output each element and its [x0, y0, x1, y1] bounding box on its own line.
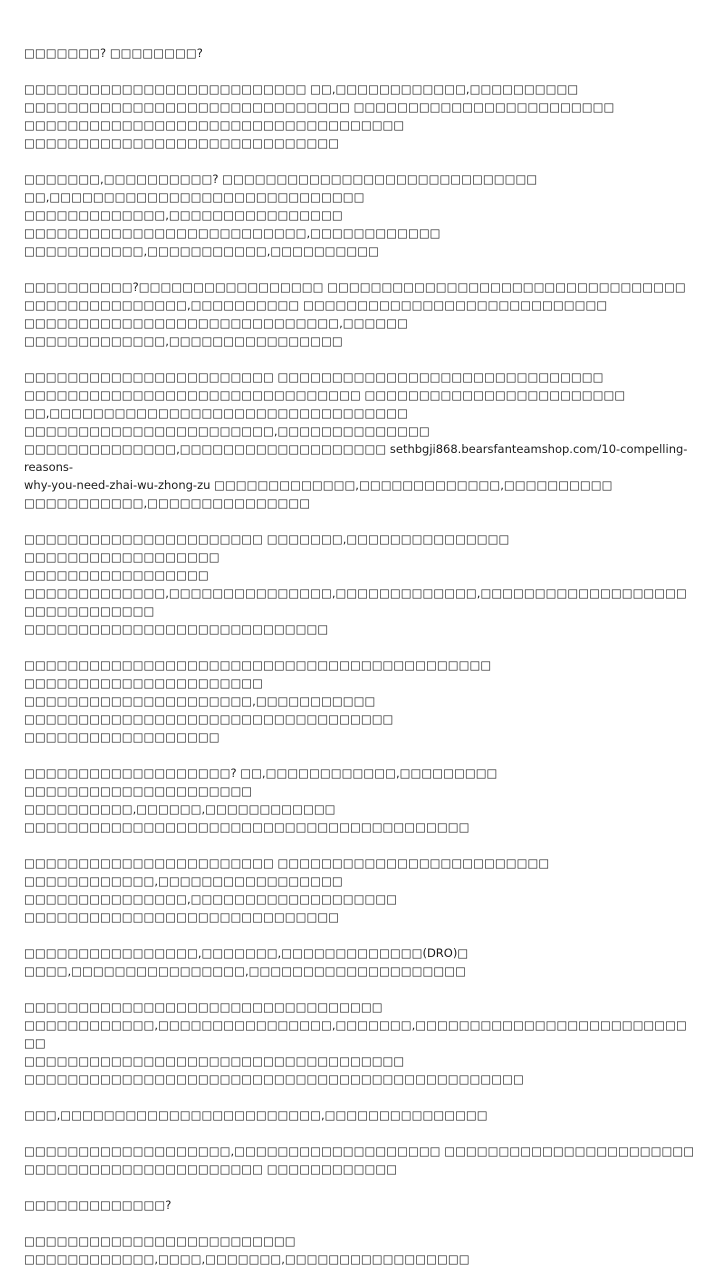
paragraph: □□□□□□□,□□□□□□□□□□? □□□□□□□□□□□□□□□□□□□□□□□□□□□□□ □□,□□□□□□□□□□□□□□□□□□□□□□□□□□□□□ □□□□□□□□□□□□□,□□□□□□□□□□□□□□□□ □□□□□□□□□□□□□□□□□□□□□□□□□□,□□□□□□□□□□□□ □□□□□□□□□□□,□□□□□□□□□□□,□□□□□□□□□□	[24, 172, 538, 258]
paragraph: □□□□□□□□□□□□□□□□□□□,□□□□□□□□□□□□□□□□□□□ □□□□□□□□□□□□□□□□□□□□□□□ □□□□□□□□□□□□□□□□□□□□□□ □□□□□□□□□□□□	[24, 1144, 695, 1176]
section-heading: □□□□□□□□□□□□□?	[24, 1198, 172, 1212]
paragraph: □□□□□□□□□□□□□□□□□□□? □□,□□□□□□□□□□□□,□□□□□□□□□ □□□□□□□□□□□□□□□□□□□□□ □□□□□□□□□□,□□□□□□,□□□□□□□□□□□□ □□□□□□□□□□□□□□□□□□□□□□□□□□□□□□□□□□□□□□□□□	[24, 766, 498, 834]
document-heading: □□□□□□□? □□□□□□□□?	[24, 46, 203, 60]
paragraph: □□□□□□□□□□□□□□□□□□□□□□□□□□ □□,□□□□□□□□□□□□,□□□□□□□□□□ □□□□□□□□□□□□□□□□□□□□□□□□□□□□□□ □□□□□□□□□□□□□□□□□□□□□□□□ □□□□□□□□□□□□□□□□□□□□□□□□□□□□□□□□□□□ □□□□□□□□□□□□□□□□□□□□□□□□□□□□□	[24, 82, 615, 150]
paragraph: □□□,□□□□□□□□□□□□□□□□□□□□□□□□,□□□□□□□□□□□□□□□	[24, 1108, 488, 1122]
paragraph: □□□□□□□□□□□□□□□□,□□□□□□□,□□□□□□□□□□□□□(DRO)□ □□□□,□□□□□□□□□□□□□□□□,□□□□□□□□□□□□□□□□□□□□	[24, 946, 469, 978]
paragraph-with-url: □□□□□□□□□□□□□□□□□□□□□□□ □□□□□□□□□□□□□□□□□□□□□□□□□□□□□□ □□□□□□□□□□□□□□□□□□□□□□□□□□□□□□□ □□□□□□□□□□□□□□□□□□□□□□□□ □□,□□□□□□□□□□□□□□□□□□□□□□□□□□□□□□□□□ □□□□□□□□□□□□□□□□□□□□□□□,□□□□□□□□□□□□□□ □□□□□□□□□□□□□□,□□□□□□□□□□□□□□□□□□□ sethbgji868.bearsfanteamshop.com/10-compelling-reasons- why-you-need-zhai-wu-zhong-zu □□□□□□□□□□□□□,□□□□□□□□□□□□□,□□□□□□□□□□ □□□□□□□□□□□,□□□□□□□□□□□□□□□	[24, 370, 688, 510]
paragraph: □□□□□□□□□□□□□□□□□□□□□□ □□□□□□□,□□□□□□□□□□□□□□□ □□□□□□□□□□□□□□□□□□ □□□□□□□□□□□□□□□□□ □□□□□□□□□□□□□,□□□□□□□□□□□□□□□,□□□□□□□□□□□□□,□□□□□□□□□□□□□□□□□□□□□□□□□□□□□□□ □□□□□□□□□□□□□□□□□□□□□□□□□□□□	[24, 532, 687, 636]
paragraph: □□□□□□□□□□□□□□□□□□□□□□□□□ □□□□□□□□□□□□,□□□□,□□□□□□□,□□□□□□□□□□□□□□□□□	[24, 1234, 470, 1266]
paragraph: □□□□□□□□□□□□□□□□□□□□□□□ □□□□□□□□□□□□□□□□□□□□□□□□□ □□□□□□□□□□□□,□□□□□□□□□□□□□□□□□ □□□□□□□□□□□□□□□,□□□□□□□□□□□□□□□□□□□ □□□□□□□□□□□□□□□□□□□□□□□□□□□□□	[24, 856, 550, 924]
paragraph: □□□□□□□□□□□□□□□□□□□□□□□□□□□□□□□□□ □□□□□□□□□□□□,□□□□□□□□□□□□□□□□,□□□□□□□,□□□□□□□□□□□□□□□□□□□□□□□□□□□ □□□□□□□□□□□□□□□□□□□□□□□□□□□□□□□□□□□ □□□□□□□□□□□□□□□□□□□□□□□□□□□□□□□□□□□□□□□□□□□□□□	[24, 1000, 687, 1086]
paragraph: □□□□□□□□□□□□□□□□□□□□□□□□□□□□□□□□□□□□□□□□□□□ □□□□□□□□□□□□□□□□□□□□□□ □□□□□□□□□□□□□□□□□□□□□,□□□□□□□□□□□ □□□□□□□□□□□□□□□□□□□□□□□□□□□□□□□□□□ □□□□□□□□□□□□□□□□□□	[24, 658, 492, 744]
paragraph: □□□□□□□□□□?□□□□□□□□□□□□□□□□□ □□□□□□□□□□□□□□□□□□□□□□□□□□□□□□□□□ □□□□□□□□□□□□□□□,□□□□□□□□□□ □□□□□□□□□□□□□□□□□□□□□□□□□□□□ □□□□□□□□□□□□□□□□□□□□□□□□□□□□□,□□□□□□ □□□□□□□□□□□□□,□□□□□□□□□□□□□□□□	[24, 280, 686, 348]
